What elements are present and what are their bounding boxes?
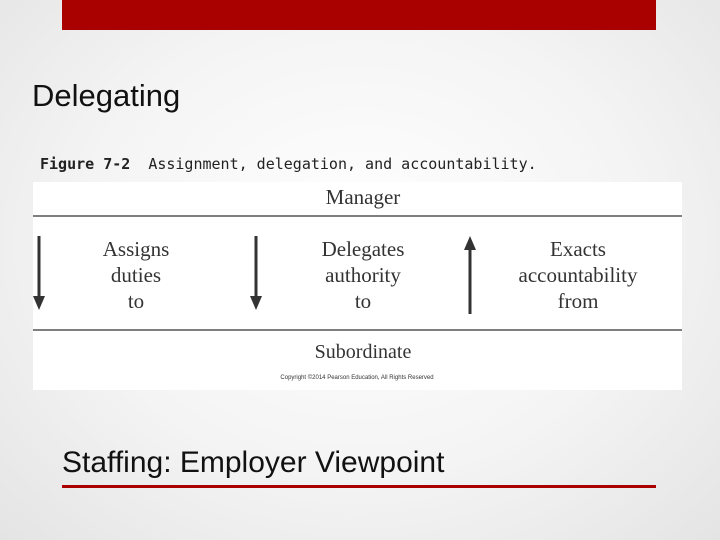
column-3-line-2: accountability (518, 263, 638, 287)
delegation-diagram (33, 182, 682, 390)
column-2-line-3: to (354, 289, 372, 313)
column-2-line-1: Delegates (321, 237, 405, 261)
copyright-notice: Copyright ©2014 Pearson Education, All Rights Reserved (280, 375, 434, 381)
column-3-line-3: from (557, 289, 599, 313)
column-1-line-2: duties (110, 263, 162, 287)
diagram-canvas (33, 182, 682, 390)
column-3-line-1: Exacts (550, 237, 606, 261)
column-2-line-2: authority (325, 263, 401, 287)
figure-number: Figure 7-2 (40, 155, 131, 173)
down-arrow-head-icon (33, 296, 45, 310)
subordinate-label: Subordinate (314, 341, 412, 363)
footer-title: Staffing: Employer Viewpoint (62, 446, 445, 479)
column-1-line-1: Assigns (102, 237, 170, 261)
figure-caption-text: Assignment, delegation, and accountability. (148, 155, 537, 173)
up-arrow-head-icon (464, 236, 476, 250)
column-1-line-3: to (127, 289, 145, 313)
footer-underline (62, 485, 656, 488)
down-arrow-head-icon (250, 296, 262, 310)
figure-caption (40, 155, 537, 173)
manager-label: Manager (325, 185, 401, 209)
top-accent-bar (62, 0, 656, 30)
slide-title: Delegating (32, 78, 181, 113)
